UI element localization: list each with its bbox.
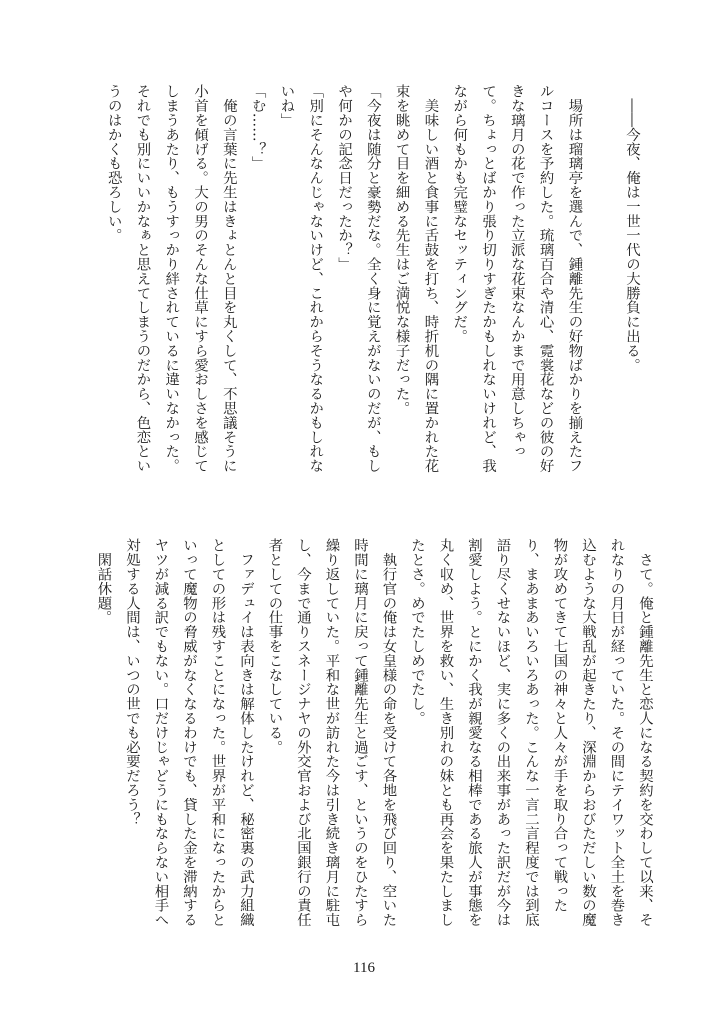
page-number: 116 [353,960,375,976]
text-line: いって魔物の脅威がなくなるわけでも、貸した金を滞納する [181,538,197,927]
text-line: や何かの記念日だったか？」 [336,84,353,272]
text-line: うのはかくも恐ろしい。 [105,84,122,243]
text-line: 美味しい酒と食事に舌鼓を打ち、時折机の隅に置かれた花 [422,84,439,473]
text-line: ファデュイは表向きは解体したけれど、秘密裏の武力組織 [238,538,254,927]
text-line: 割愛しよう。とにかく我が親愛なる相棒である旅人が事態を [466,538,482,927]
text-line: て。ちょっとばかり張り切りすぎたかもしれないけれど、我 [480,84,497,473]
text-line: 束を眺めて目を細める先生はご満悦な様子だった。 [393,84,410,416]
text-line: としての形は残すことになった。世界が平和になったからと [209,538,226,927]
text-line: 執行官の俺は女皇様の命を受けて各地を飛び回り、空いた [380,538,397,927]
text-line: 込むような大戦乱が起きたり、深淵からおびただしい数の魔 [580,538,596,927]
text-line: きな璃月の花で作った立派な花束なんかまで用意しちゃっ [508,84,525,459]
text-line: さて。俺と鍾離先生と恋人になる契約を交わして以来、そ [637,538,653,927]
text-line: 小首を傾げる。大の男のそんな仕草にすら愛おしさを感じて [192,84,209,473]
text-line: 「今夜は随分と豪勢だな。全く身に覚えがないのだが、もし [364,84,381,473]
text-line: ヤツが減る訳でもない。口だけじゃどうにもならない相手へ [152,538,169,927]
text-line: 繰り返していた。平和な世が訪れた今は引き続き璃月に駐屯 [323,538,340,927]
text-line: り、まあまあいろいろあった。こんな一言二言程度では到底 [523,538,539,927]
bottom-text-block [89,538,659,938]
text-line: それでも別にいいかなぁと思えてしまうのだから、色恋とい [134,84,151,473]
text-line: 丸く収め、世界を救い、生き別れの妹とも再会を果たしまし [437,538,454,927]
text-line: 場所は瑠璃亭を選んで、鍾離先生の好物ばかりを揃えたフ [566,84,583,473]
text-line: 閑話休題。 [95,538,112,625]
section-opening-line: ――今夜、俺は一世一代の大勝負に出る。 [624,84,640,372]
text-line: いね」 [278,84,295,128]
text-line: 俺の言葉に先生はきょとんと目を丸くして、不思議そうに [220,84,237,473]
text-line: しまうあたり、もうすっかり絆されているに違いなかった。 [163,84,180,473]
text-line: 「む……？」 [249,84,266,171]
text-line: 「別にそんなんじゃないけど、これからそうなるかもしれな [307,84,324,473]
top-text-block [99,84,646,484]
text-line: 者としての仕事をこなしている。 [266,538,283,754]
text-line: たとさ。めでたしめでたし。 [409,538,425,726]
text-line: し、今まで通りスネージナヤの外交官および北国銀行の責任 [295,538,311,927]
text-line: 対処する人間は、いつの世でも必要だろう？ [124,538,140,826]
text-line: 語り尽くせないほど、実に多くの出来事があった訳だが今は [494,538,511,927]
text-line: 時間に璃月に戻って鍾離先生と過ごす、というのをひたすら [352,538,368,927]
text-line: ながら何もかも完璧なセッティングだ。 [451,84,468,344]
text-line: ルコースを予約した。琉璃百合や清心、霓裳花などの彼の好 [537,84,554,473]
text-line: 物が攻めてきて七国の神々と人々が手を取り合って戦った [551,538,568,913]
blank-column [588,84,617,484]
text-line: れなりの月日が経っていた。その間にテイワット全土を巻き [608,538,625,927]
